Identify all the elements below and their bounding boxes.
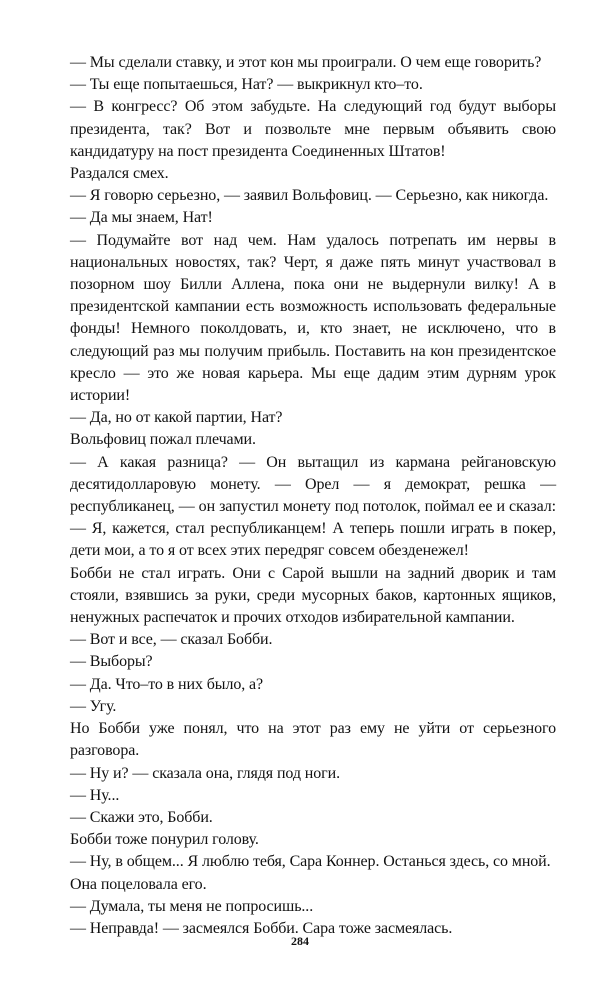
paragraph: — А какая разница? — Он вытащил из кармана рейгановскую десятидолларовую монету. — Орел — я демократ, решка — республиканец, — он запустил монету под потолок, поймал ее и сказал: — Я, кажется, стал республиканцем! А теперь пошли играть в покер, дети мои, а то я от всех этих передряг совсем обезденежел! xyxy=(70,453,556,560)
paragraph: — В конгресс? Об этом забудьте. На следующий год будут выборы президента, так? Вот и позвольте мне первым объявить свою кандидатуру на пост президента Соединенных Штатов! xyxy=(70,98,556,160)
paragraph: — Скажи это, Бобби. xyxy=(70,808,213,826)
paragraph: Вольфовиц пожал плечами. xyxy=(70,431,256,449)
paragraph: — Да мы знаем, Нат! xyxy=(70,209,213,227)
paragraph: — Да, но от какой партии, Нат? xyxy=(70,409,283,427)
paragraph: — Угу. xyxy=(70,697,117,715)
page-number: 284 xyxy=(291,934,309,948)
paragraph: Но Бобби уже понял, что на этот раз ему не уйти от серьезного разговора. xyxy=(70,720,556,760)
paragraph: — Ну, в общем... Я люблю тебя, Сара Коннер. Останься здесь, со мной. xyxy=(70,853,551,871)
paragraph: Бобби не стал играть. Они с Сарой вышли на задний дворик и там стояли, взявшись за руки, среди мусорных баков, картонных ящиков, ненужных распечаток и прочих отходов избирательной кампании. xyxy=(70,564,556,627)
paragraph: Она поцеловала его. xyxy=(70,875,207,893)
paragraph: — Ну... xyxy=(70,786,120,804)
paragraph: Бобби тоже понурил голову. xyxy=(70,831,259,849)
paragraph: — Ты еще попытаешься, Нат? — выкрикнул кто–то. xyxy=(70,76,423,94)
paragraph: Раздался смех. xyxy=(70,165,169,183)
paragraph: — Вот и все, — сказал Бобби. xyxy=(70,631,273,649)
paragraph: — Я говорю серьезно, — заявил Вольфовиц. — Серьезно, как никогда. xyxy=(70,187,549,205)
paragraph: — Подумайте вот над чем. Нам удалось потрепать им нервы в национальных новостях, так? Черт, я даже пять минут участвовал в позорном шоу Билли Аллена, пока они не выдернули вилку! А в президентской кампании есть возможность использовать федеральные фонды! Немного поколдовать, и, кто знает, не исключено, что в следующий раз мы получим прибыль. Поставить на кон президентское кресло — это же новая карьера. Мы еще дадим этим дурням урок истории! xyxy=(70,231,556,405)
paragraph: — Думала, ты меня не попросишь... xyxy=(70,897,314,915)
paragraph: — Выборы? xyxy=(70,653,153,671)
paragraph: — Неправда! — засмеялся Бобби. Сара тоже засмеялась. xyxy=(70,919,453,937)
paragraph: — Мы сделали ставку, и этот кон мы проиграли. О чем еще говорить? xyxy=(70,54,542,71)
body-text xyxy=(70,52,556,940)
paragraph: — Да. Что–то в них было, а? xyxy=(70,675,264,693)
paragraph: — Ну и? — сказала она, глядя под ноги. xyxy=(70,764,340,782)
